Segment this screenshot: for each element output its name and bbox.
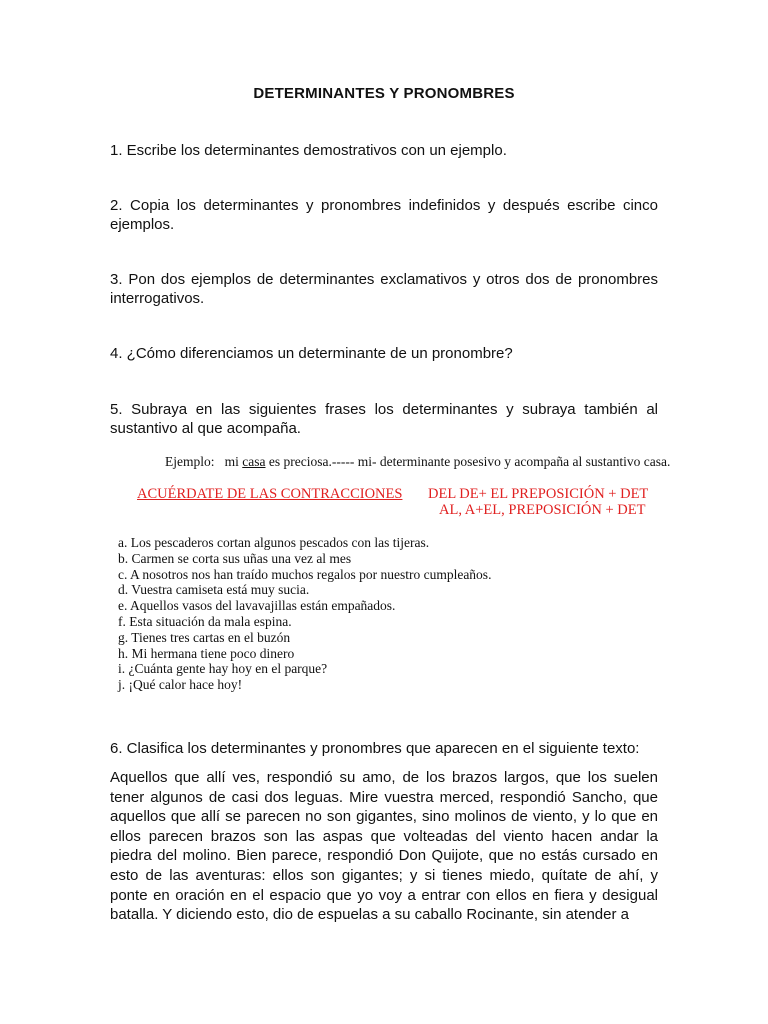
page-title: DETERMINANTES Y PRONOMBRES [253,85,515,102]
sentence-item: j. ¡Qué calor hace hoy! [118,677,243,693]
contractions-heading: ACUÉRDATE DE LAS CONTRACCIONES [137,486,403,502]
example-pre: mi [224,454,239,469]
quijote-passage: Aquellos que allí ves, respondió su amo, de los brazos largos, que los suelen tener algunos de casi dos leguas. Mire vuestra merced, respondió Sancho, que aquellos que allí se parecen no son gigantes, sino molinos de viento, y lo que en ellos parecen brazos son las aspas que volteadas del viento hacen andar la piedra del molino. Bien parece, respondió Don Quijote, que no estás cursado en esto de las aventuras: ellos son gigantes; y si tienes miedo, quítate de ahí, y ponte en oración en el espacio que yo voy a entrar con ellos en fiera y desigual batalla. Y diciendo esto, dio de espuelas a su caballo Rocinante, sin atender a [110,769,658,924]
sentence-item: a. Los pescaderos cortan algunos pescados con las tijeras. [118,535,430,550]
sentence-item: f. Esta situación da mala espina. [118,613,292,629]
contractions-line-2: AL, A+EL, PREPOSICIÓN + DET [439,502,646,518]
sentence-item: c. A nosotros nos han traído muchos regalos por nuestro cumpleaños. [118,566,492,582]
sentence-item: b. Carmen se corta sus uñas una vez al mes [118,550,352,566]
sentence-item: i. ¿Cuánta gente hay hoy en el parque? [118,661,328,677]
question-2: 2. Copia los determinantes y pronombres indefinidos y después escribe cinco ejemplos. [110,197,658,233]
sentence-list [118,535,491,693]
example-explanation: es preciosa.----- mi- determinante posesivo y acompaña al sustantivo casa. [268,454,671,469]
question-1: 1. Escribe los determinantes demostrativos con un ejemplo. [110,142,507,159]
contractions-heading-row [137,486,402,503]
sentence-item: g. Tienes tres cartas en el buzón [118,629,291,645]
question-6: 6. Clasifica los determinantes y pronombres que aparecen en el siguiente texto: [110,740,640,757]
question-3: 3. Pon dos ejemplos de determinantes exclamativos y otros dos de pronombres interrogativos. [110,271,658,307]
question-4: 4. ¿Cómo diferenciamos un determinante de un pronombre? [110,345,513,362]
sentence-item: d. Vuestra camiseta está muy sucia. [118,582,310,598]
example-label: Ejemplo: [165,454,215,469]
question-5: 5. Subraya en las siguientes frases los determinantes y subraya también al sustantivo al que acompaña. [110,401,658,437]
sentence-item: e. Aquellos vasos del lavavajillas están empañados. [118,598,396,614]
sentence-item: h. Mi hermana tiene poco dinero [118,645,295,661]
example-underlined-noun: casa [242,454,266,469]
contractions-line-1: DEL DE+ EL PREPOSICIÓN + DET [428,486,649,502]
example-line [165,454,670,470]
